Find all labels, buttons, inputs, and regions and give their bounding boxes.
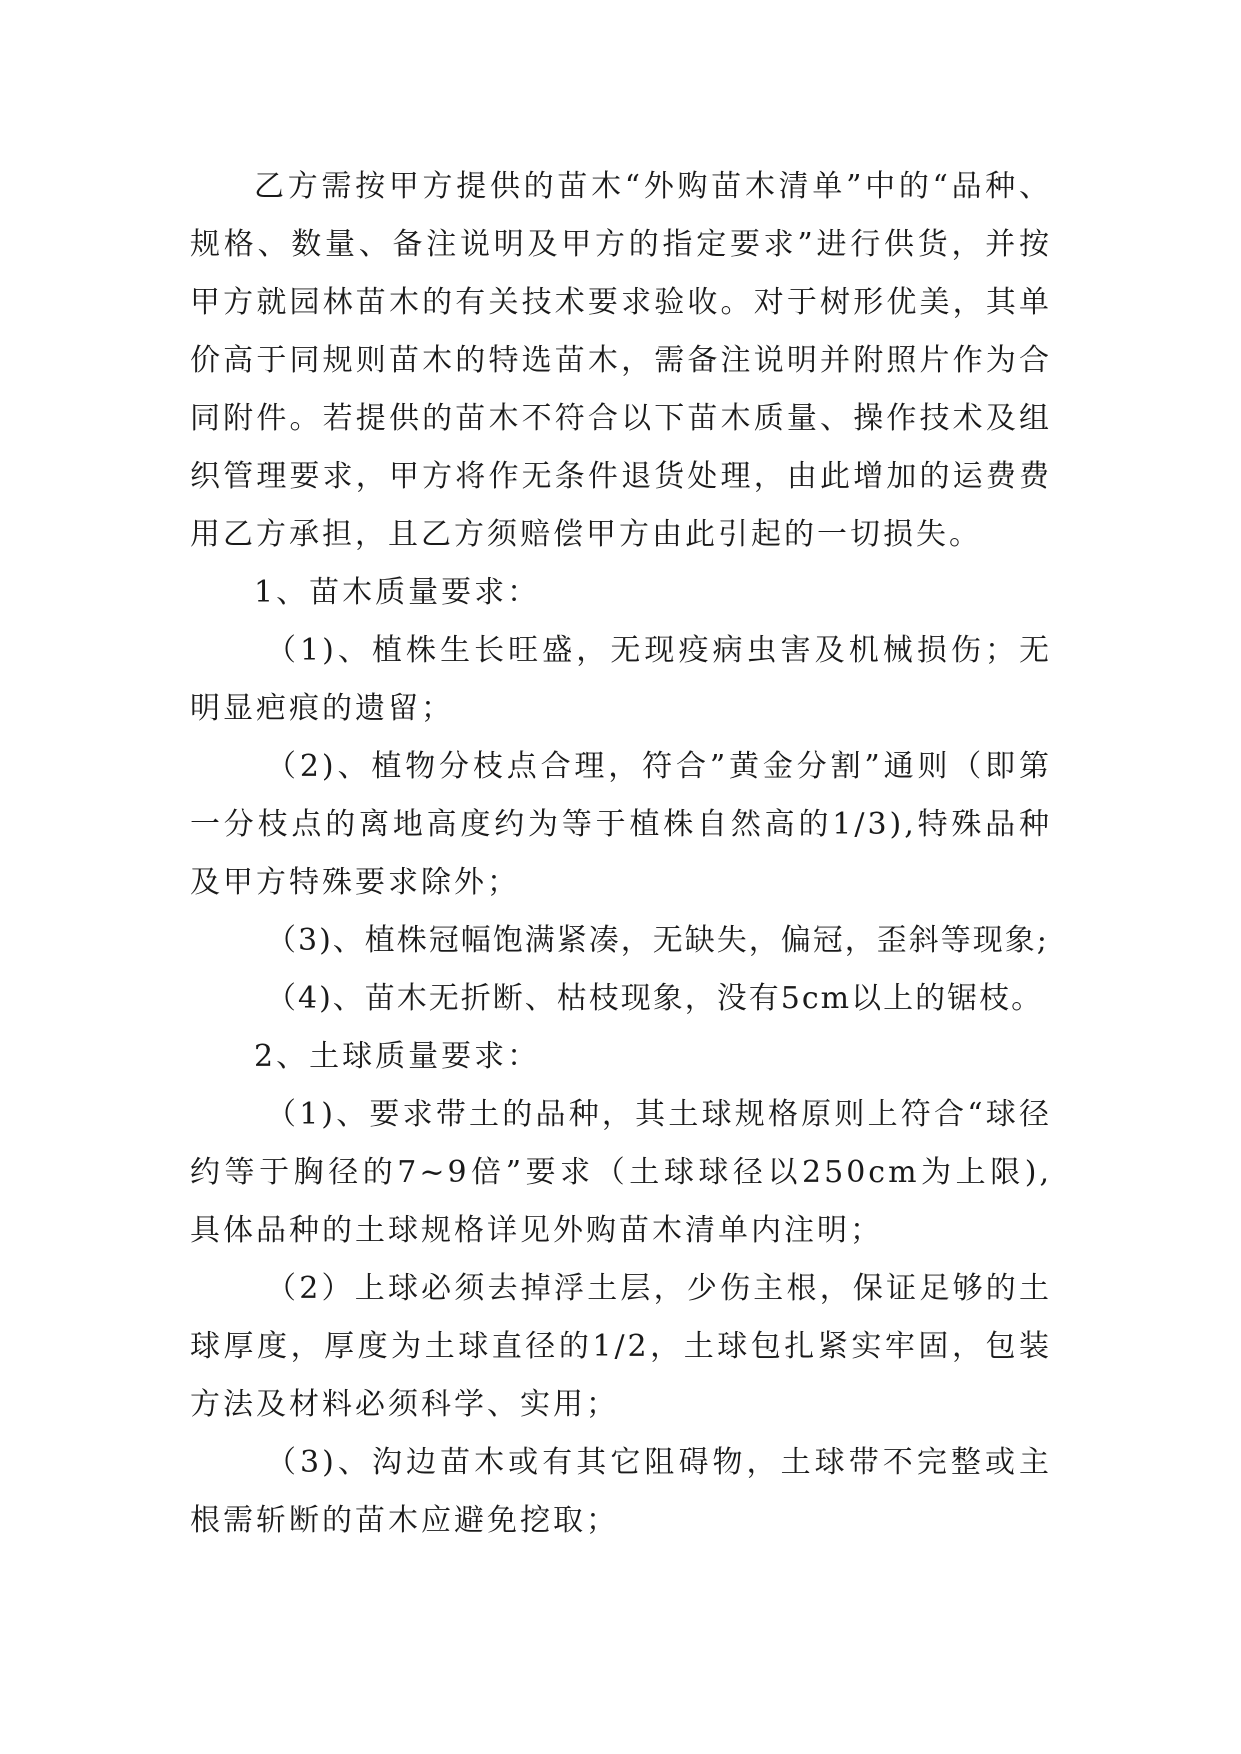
list-item: （1)、植株生长旺盛，无现疫病虫害及机械损伤；无明显疤痕的遗留； xyxy=(190,633,1052,726)
list-item: （3)、植株冠幅饱满紧凑，无缺失，偏冠，歪斜等现象; xyxy=(266,923,1049,958)
list-item: （4)、苗木无折断、枯枝现象，没有5cm以上的锯枝。 xyxy=(266,981,1044,1016)
document-body xyxy=(190,158,1052,1550)
list-item: （2)、植物分枝点合理，符合”黄金分割”通则（即第一分枝点的离地高度约为等于植株自然高的1/3),特殊品种及甲方特殊要求除外； xyxy=(190,749,1052,900)
section-heading-soil-ball-quality: 2、土球质量要求： xyxy=(254,1039,541,1074)
intro-paragraph: 乙方需按甲方提供的苗木“外购苗木清单”中的“品种、规格、数量、备注说明及甲方的指定要求”进行供货，并按甲方就园林苗木的有关技术要求验收。对于树形优美，其单价高于同规则苗木的特选苗木，需备注说明并附照片作为合同附件。若提供的苗木不符合以下苗木质量、操作技术及组织管理要求，甲方将作无条件退货处理，由此增加的运费费用乙方承担，且乙方须赔偿甲方由此引起的一切损失。 xyxy=(190,169,1052,552)
list-item: （2）上球必须去掉浮土层，少伤主根，保证足够的土球厚度，厚度为土球直径的1/2，土球包扎紧实牢固，包装方法及材料必须科学、实用； xyxy=(190,1271,1052,1422)
section-heading-seedling-quality: 1、苗木质量要求： xyxy=(254,575,541,610)
list-item: （3)、沟边苗木或有其它阻碍物，土球带不完整或主根需斩断的苗木应避免挖取； xyxy=(190,1445,1052,1538)
list-item: （1)、要求带土的品种，其土球规格原则上符合“球径约等于胸径的7~9倍”要求（土球球径以250cm为上限),具体品种的土球规格详见外购苗木清单内注明； xyxy=(190,1097,1052,1248)
